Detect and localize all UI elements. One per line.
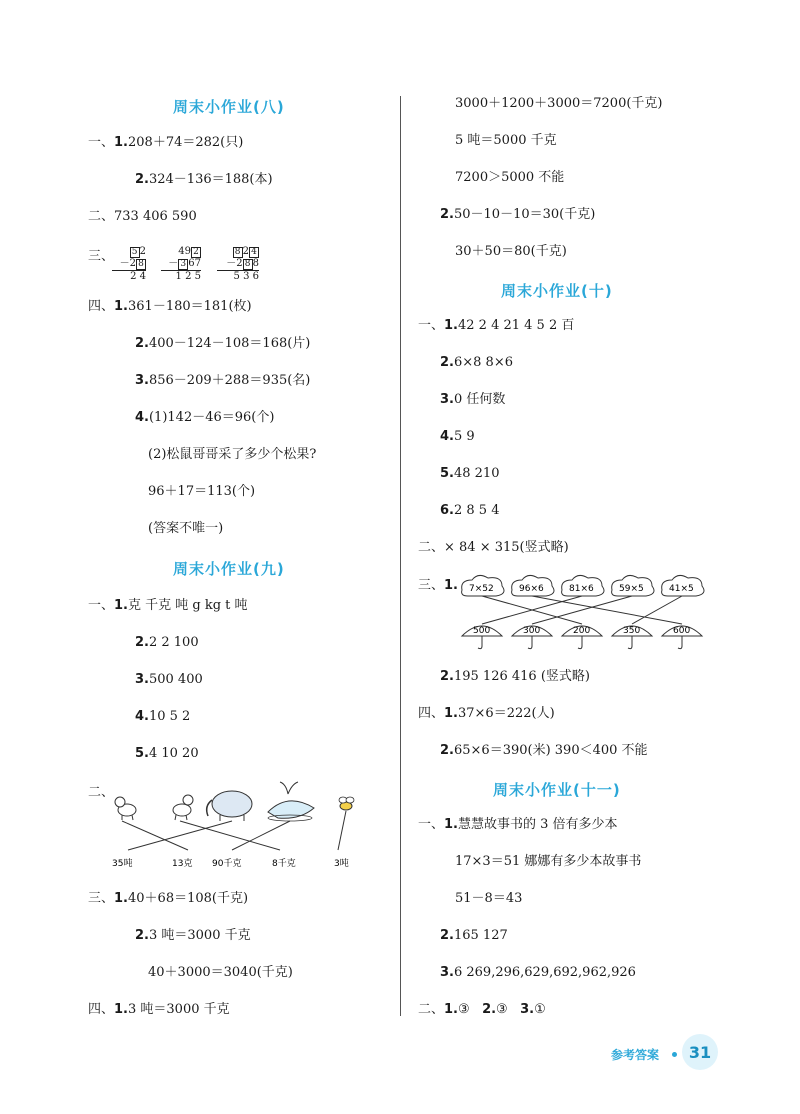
section-title-8: 周末小作业(八) — [173, 98, 285, 116]
answer-line: 5.4 10 20 — [135, 746, 199, 761]
answer-line: 51－8＝43 — [455, 891, 523, 906]
answer-line: 2.324－136＝188(本) — [135, 172, 273, 187]
answer-line: 三、1. — [418, 578, 458, 593]
weight-label: 35吨 — [112, 859, 133, 869]
answer-line: 3000＋1200＋3000＝7200(千克) — [455, 96, 663, 111]
umbrella-label: 600 — [673, 626, 691, 636]
answer-line: 3.0 任何数 — [440, 392, 506, 407]
answer-line: 二、 — [88, 785, 115, 800]
vertical-subtraction: 49 2 － 3 67 1 2 5 — [161, 246, 201, 282]
vertical-subtraction: 5 2 －2 8 2 4 — [112, 246, 146, 282]
answer-line: (答案不唯一) — [148, 521, 224, 536]
answer-line: 二、733 406 590 — [88, 209, 197, 224]
answer-line: 30＋50＝80(千克) — [455, 244, 567, 259]
answer-line: 5 吨＝5000 千克 — [455, 133, 557, 148]
elephant-icon — [207, 791, 252, 821]
answer-line: 四、1.3 吨＝3000 千克 — [88, 1002, 230, 1017]
weight-label: 8千克 — [272, 859, 296, 869]
answer-line: 40＋3000＝3040(千克) — [148, 965, 293, 980]
answer-line: 二、× 84 × 315(竖式略) — [418, 540, 569, 555]
footer-label: 参考答案 — [611, 1048, 660, 1062]
section-title-11: 周末小作业(十一) — [493, 781, 621, 799]
kitten-icon — [115, 797, 136, 820]
answer-line: 三、1.40＋68＝108(千克) — [88, 891, 249, 906]
cloud-label: 96×6 — [519, 584, 544, 594]
answer-line: 一、1.克 千克 吨 g kg t 吨 — [88, 598, 248, 613]
answer-line: 一、1.208＋74＝282(只) — [88, 135, 244, 150]
answer-line: 4.10 5 2 — [135, 709, 191, 724]
umbrella-label: 300 — [523, 626, 541, 636]
answer-line: 4.(1)142－46＝96(个) — [135, 410, 275, 425]
umbrella-label: 350 — [623, 626, 641, 636]
answer-line: 17×3＝51 娜娜有多少本故事书 — [455, 854, 642, 869]
answer-line: 四、1.37×6＝222(人) — [418, 706, 555, 721]
page-number: 31 — [682, 1034, 718, 1070]
bee-icon — [339, 797, 354, 810]
matching-lines — [482, 596, 682, 624]
cloud-label: 41×5 — [669, 584, 694, 594]
weight-label: 3吨 — [334, 859, 349, 869]
answer-line: 3.6 269,296,629,692,962,926 — [440, 965, 636, 980]
section-title-9: 周末小作业(九) — [173, 560, 285, 578]
answer-line: 三、 — [88, 249, 115, 264]
cloud-label: 7×52 — [469, 584, 494, 594]
answer-line: 4.5 9 — [440, 429, 475, 444]
answer-line: 3.856－209＋288＝935(名) — [135, 373, 311, 388]
column-divider — [400, 96, 401, 1016]
answer-line: 一、1.42 2 4 21 4 5 2 百 — [418, 318, 575, 333]
answer-line: 2.50－10－10＝30(千克) — [440, 207, 596, 222]
umbrella-label: 500 — [473, 626, 491, 636]
answer-line: 3.500 400 — [135, 672, 203, 687]
footer-dot — [672, 1052, 677, 1057]
answer-line: 2.6×8 8×6 — [440, 355, 513, 370]
whale-icon — [268, 782, 314, 821]
answer-line: 6.2 8 5 4 — [440, 503, 500, 518]
puppy-icon — [173, 795, 193, 820]
animal-weight-matching-diagram — [100, 778, 370, 874]
answer-line: (2)松鼠哥哥采了多少个松果? — [148, 447, 317, 462]
answer-line: 一、1.慧慧故事书的 3 倍有多少本 — [418, 817, 618, 832]
answer-line: 四、1.361－180＝181(枚) — [88, 299, 252, 314]
answer-line: 5.48 210 — [440, 466, 500, 481]
vertical-subtraction: 8 2 4 －2 8 8 5 3 6 — [217, 246, 259, 282]
answer-line: 2.195 126 416 (竖式略) — [440, 669, 590, 684]
cloud-label: 59×5 — [619, 584, 644, 594]
answer-line: 2.2 2 100 — [135, 635, 199, 650]
weight-label: 13克 — [172, 859, 193, 869]
section-title-10: 周末小作业(十) — [501, 282, 613, 300]
answer-line: 2.165 127 — [440, 928, 508, 943]
answer-line: 二、1.③ 2.③ 3.① — [418, 1002, 546, 1017]
umbrella-label: 200 — [573, 626, 591, 636]
cloud-label: 81×6 — [569, 584, 594, 594]
answer-line: 2.65×6＝390(米) 390＜400 不能 — [440, 743, 648, 758]
answer-line: 2.3 吨＝3000 千克 — [135, 928, 251, 943]
answer-line: 96＋17＝113(个) — [148, 484, 256, 499]
answer-line: 7200＞5000 不能 — [455, 170, 565, 185]
weight-label: 90千克 — [212, 859, 242, 869]
cloud-umbrella-matching-diagram — [458, 572, 710, 652]
answer-line: 2.400－124－108＝168(片) — [135, 336, 311, 351]
